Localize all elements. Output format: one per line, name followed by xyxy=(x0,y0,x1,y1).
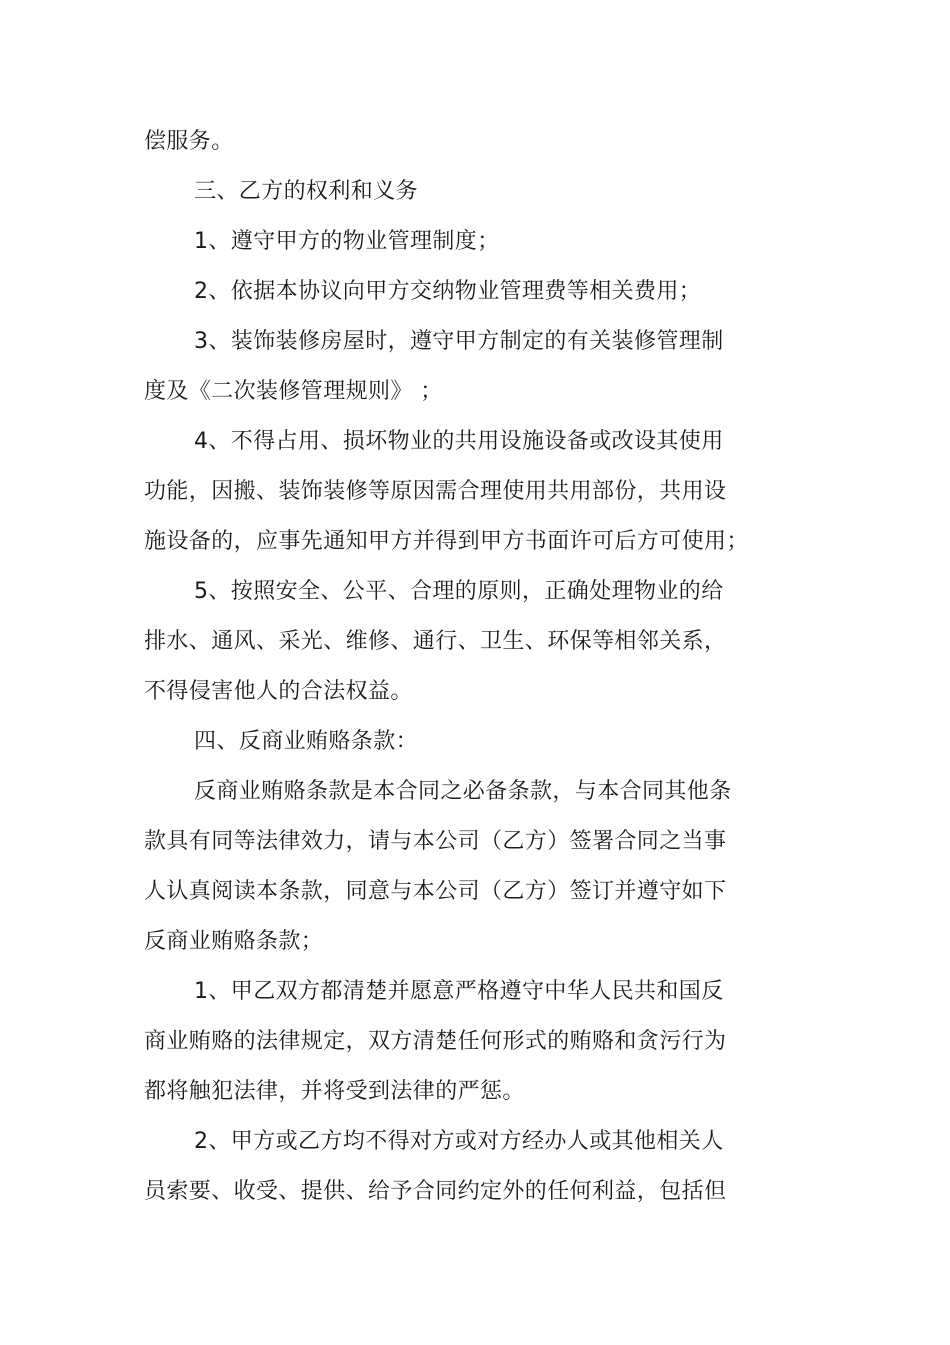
text-line: 反商业贿赂条款； xyxy=(144,929,324,954)
text-line: 偿服务。 xyxy=(144,129,234,154)
list-item: 3、装饰装修房屋时，遵守甲方制定的有关装修管理制 xyxy=(194,329,724,354)
list-item: 1、遵守甲方的物业管理制度； xyxy=(194,229,500,254)
text-line: 施设备的，应事先通知甲方并得到甲方书面许可后方可使用； xyxy=(144,529,749,554)
section-heading: 四、反商业贿赂条款： xyxy=(194,729,419,754)
list-item: 2、甲方或乙方均不得对方或对方经办人或其他相关人 xyxy=(194,1129,724,1154)
list-item: 5、按照安全、公平、合理的原则，正确处理物业的给 xyxy=(194,579,724,604)
text-line: 度及《二次装修管理规则》 ； xyxy=(144,379,443,404)
text-line: 商业贿赂的法律规定，双方清楚任何形式的贿赂和贪污行为 xyxy=(144,1029,727,1054)
text-line: 功能，因搬、装饰装修等原因需合理使用共用部份，共用设 xyxy=(144,479,727,504)
text-line: 不得侵害他人的合法权益。 xyxy=(144,679,413,704)
text-line: 款具有同等法律效力，请与本公司（乙方）签署合同之当事 xyxy=(144,829,727,854)
text-line: 员索要、收受、提供、给予合同约定外的任何利益，包括但 xyxy=(144,1179,727,1204)
text-line: 排水、通风、采光、维修、通行、卫生、环保等相邻关系， xyxy=(144,629,727,654)
list-item: 2、依据本协议向甲方交纳物业管理费等相关费用； xyxy=(194,279,702,304)
section-heading: 三、乙方的权利和义务 xyxy=(194,179,419,204)
text-line: 都将触犯法律，并将受到法律的严惩。 xyxy=(144,1079,525,1104)
paragraph-start: 反商业贿赂条款是本合同之必备条款，与本合同其他条 xyxy=(194,779,732,804)
list-item: 1、甲乙双方都清楚并愿意严格遵守中华人民共和国反 xyxy=(194,979,724,1004)
text-line: 人认真阅读本条款，同意与本公司（乙方）签订并遵守如下 xyxy=(144,879,727,904)
list-item: 4、不得占用、损坏物业的共用设施设备或改设其使用 xyxy=(194,429,724,454)
